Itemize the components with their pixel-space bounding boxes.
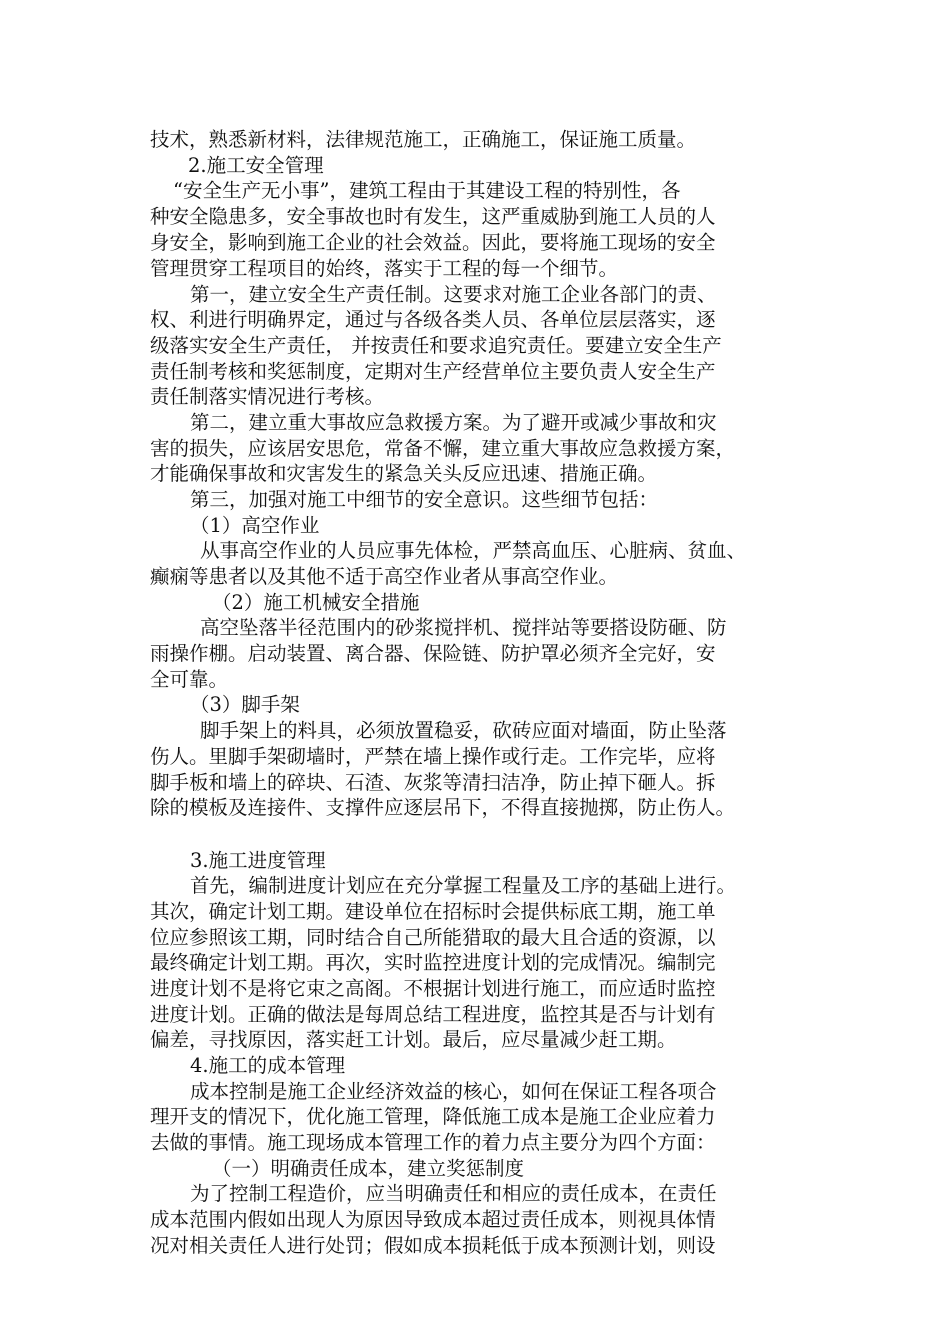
text-line: 级落实安全生产责任， 并按责任和要求追究责任。要建立安全生产 — [150, 334, 722, 357]
text-line: 高空坠落半径范围内的砂浆搅拌机、搅拌站等要搭设防砸、防 — [200, 616, 727, 639]
text-line: 去做的事情。施工现场成本管理工作的着力点主要分为四个方面： — [150, 1131, 716, 1154]
subsection-heading: （2）施工机械安全措施 — [212, 591, 420, 614]
section-heading: 3.施工进度管理 — [190, 849, 326, 872]
text-line: “安全生产无小事”，建筑工程由于其建设工程的特别性，各 — [173, 179, 681, 202]
text-line: 成本控制是施工企业经济效益的核心，如何在保证工程各项合 — [190, 1080, 717, 1103]
text-line: 脚手板和墙上的碎块、石渣、灰浆等清扫洁净，防止掉下砸人。拆 — [150, 771, 716, 794]
text-line: 除的模板及连接件、支撑件应逐层吊下，不得直接抛掷，防止伤人。 — [150, 796, 736, 819]
text-line: 成本范围内假如出现人为原因导致成本超过责任成本，则视具体情 — [150, 1208, 716, 1231]
text-line: 权、利进行明确界定，通过与各级各类人员、各单位层层落实，逐 — [150, 308, 716, 331]
text-line: 才能确保事故和灾害发生的紧急关头反应迅速、措施正确。 — [150, 462, 658, 485]
text-line: 进度计划。正确的做法是每周总结工程进度，监控其是否与计划有 — [150, 1003, 716, 1026]
text-line: 种安全隐患多，安全事故也时有发生，这严重威胁到施工人员的人 — [150, 205, 716, 228]
text-line: 技术，熟悉新材料，法律规范施工，正确施工，保证施工质量。 — [150, 128, 697, 151]
text-line: 偏差，寻找原因，落实赶工计划。最后，应尽量减少赶工期。 — [150, 1028, 677, 1051]
text-line: 身安全，影响到施工企业的社会效益。因此，要将施工现场的安全 — [150, 231, 716, 254]
text-line: 全可靠。 — [150, 668, 229, 691]
text-line: 最终确定计划工期。再次，实时监控进度计划的完成情况。编制完 — [150, 951, 716, 974]
text-line: 伤人。里脚手架砌墙时，严禁在墙上操作或行走。工作完毕，应将 — [150, 745, 716, 768]
text-line: 第二，建立重大事故应急救援方案。为了避开或减少事故和灾 — [190, 411, 717, 434]
text-line: 位应参照该工期，同时结合自己所能猎取的最大且合适的资源，以 — [150, 926, 716, 949]
subsection-heading: （3）脚手架 — [190, 693, 300, 716]
subsection-heading: （一）明确责任成本，建立奖惩制度 — [212, 1157, 525, 1180]
text-line: 脚手架上的料具，必须放置稳妥，砍砖应面对墙面，防止坠落 — [200, 719, 727, 742]
text-line: 第一，建立安全生产责任制。这要求对施工企业各部门的责、 — [190, 283, 717, 306]
text-line: 第三，加强对施工中细节的安全意识。这些细节包括： — [190, 488, 659, 511]
text-line: 责任制考核和奖惩制度，定期对生产经营单位主要负责人安全生产 — [150, 360, 716, 383]
text-line: 为了控制工程造价，应当明确责任和相应的责任成本，在责任 — [190, 1182, 717, 1205]
text-line: 其次，确定计划工期。建设单位在招标时会提供标底工期，施工单 — [150, 900, 716, 923]
text-line: 首先，编制进度计划应在充分掌握工程量及工序的基础上进行。 — [190, 874, 737, 897]
text-line: 责任制落实情况进行考核。 — [150, 385, 385, 408]
text-line: 管理贯穿工程项目的始终，落实于工程的每一个细节。 — [150, 257, 619, 280]
text-line: 理开支的情况下，优化施工管理，降低施工成本是施工企业应着力 — [150, 1105, 716, 1128]
text-line: 进度计划不是将它束之高阁。不根据计划进行施工，而应适时监控 — [150, 977, 716, 1000]
section-heading: 4.施工的成本管理 — [190, 1054, 346, 1077]
text-line: 雨操作棚。启动装置、离合器、保险链、防护罩必须齐全完好，安 — [150, 642, 716, 665]
text-line: 害的损失，应该居安思危，常备不懈，建立重大事故应急救援方案， — [150, 437, 736, 460]
text-line: 况对相关责任人进行处罚；假如成本损耗低于成本预测计划，则设 — [150, 1234, 716, 1257]
section-heading: 2.施工安全管理 — [188, 154, 324, 177]
subsection-heading: （1）高空作业 — [190, 514, 320, 537]
text-line: 癫痫等患者以及其他不适于高空作业者从事高空作业。 — [150, 565, 619, 588]
text-line: 从事高空作业的人员应事先体检，严禁高血压、心脏病、贫血、 — [200, 539, 747, 562]
